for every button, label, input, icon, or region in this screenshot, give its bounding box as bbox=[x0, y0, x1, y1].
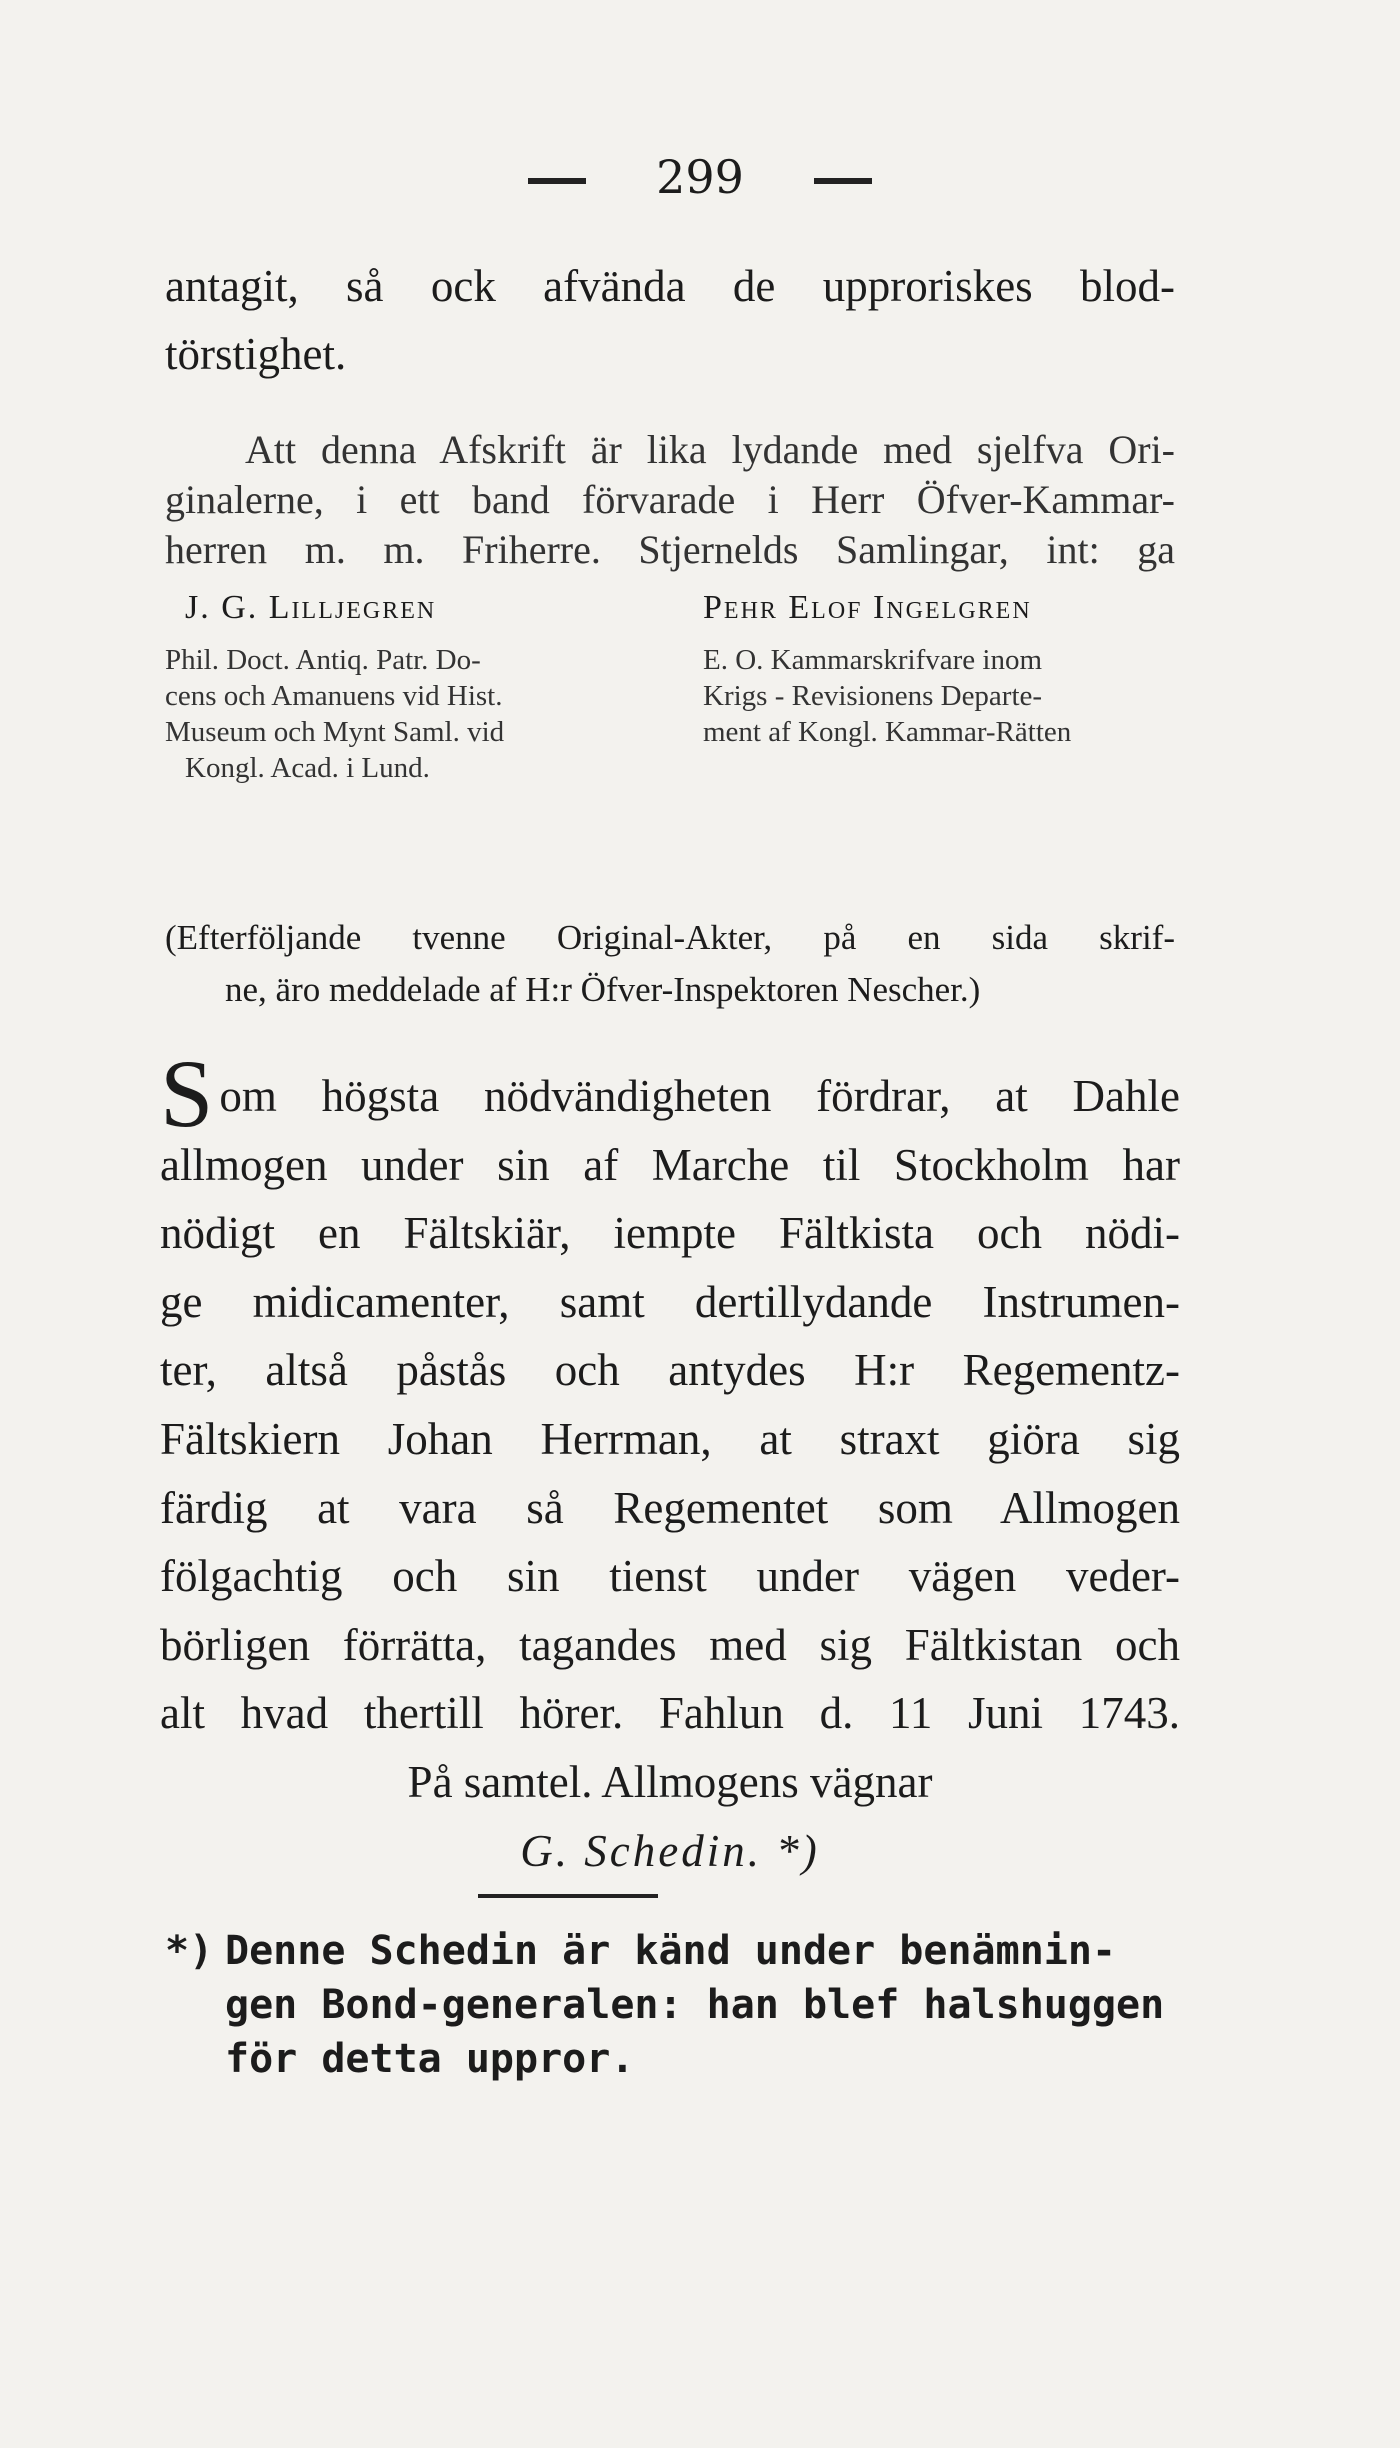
text-line: alt hvad thertill hörer. Fahlun d. 11 Juni 1743. bbox=[160, 1688, 1180, 1739]
editor-note bbox=[165, 912, 1175, 1016]
text-line: ge midicamenter, samt dertillydande Instrumen- bbox=[160, 1276, 1180, 1327]
text-line: färdig at vara så Regementet som Allmogen bbox=[160, 1482, 1180, 1533]
text-line: nödigt en Fältskiär, iempte Fältkista och nödi- bbox=[160, 1208, 1180, 1259]
signatory-name: Pehr Elof Ingelgren bbox=[703, 589, 1032, 626]
drop-cap: S bbox=[160, 1040, 214, 1147]
text-line: Fältskiern Johan Herrman, at straxt giöra sig bbox=[160, 1413, 1180, 1464]
text-line: börligen förrätta, tagandes med sig Fältkistan och bbox=[160, 1619, 1180, 1670]
page-header bbox=[0, 150, 1400, 204]
footnote bbox=[165, 1924, 1175, 2086]
text-line: allmogen under sin af Marche til Stockholm har bbox=[160, 1139, 1180, 1190]
document-body bbox=[160, 1040, 1180, 1885]
page-number: 299 bbox=[656, 150, 744, 204]
signatory-title-line: E. O. Kammarskrifvare inom bbox=[703, 644, 1043, 676]
text-line: antagit, så ock afvända de upproriskes blod- bbox=[165, 261, 1175, 311]
signatory-title-line: Kongl. Acad. i Lund. bbox=[185, 752, 430, 784]
text-line: herren m. m. Friherre. Stjernelds Samlingar, int: ga bbox=[165, 527, 1175, 572]
footnote-mark: *) bbox=[165, 1928, 214, 1974]
footnote-line: Denne Schedin är känd under benämnin- bbox=[225, 1928, 1117, 1974]
text-line: fölgachtig och sin tienst under vägen veder- bbox=[160, 1551, 1180, 1602]
text-line: Som högsta nödvändigheten fördrar, at Dahle bbox=[160, 1040, 1180, 1147]
document-signature: G. Schedin. *) bbox=[520, 1825, 820, 1876]
signatory-title-line: Museum och Mynt Saml. vid bbox=[165, 716, 505, 748]
footnote-line: gen Bond-generalen: han blef halshuggen bbox=[225, 1982, 1165, 2028]
text-line: ter, altså påstås och antydes H:r Regementz- bbox=[160, 1345, 1180, 1396]
text-line: törstighet. bbox=[165, 329, 347, 379]
signatory-title-line: ment af Kongl. Kammar-Rätten bbox=[703, 716, 1072, 748]
text-line: ginalerne, i ett band förvarade i Herr Öfver-Kammar- bbox=[165, 477, 1175, 522]
signature-left bbox=[165, 588, 635, 786]
text-line: Att denna Afskrift är lika lydande med sjelfva Ori- bbox=[245, 427, 1175, 472]
header-dash-right bbox=[814, 178, 872, 184]
closing-line: På samtel. Allmogens vägnar bbox=[407, 1756, 933, 1807]
text-line: (Efterföljande tvenne Original-Akter, på en sida skrif- bbox=[165, 918, 1175, 957]
signature-right bbox=[703, 588, 1173, 750]
header-dash-left bbox=[528, 178, 586, 184]
attestation-paragraph bbox=[165, 425, 1175, 575]
signatory-title-line: Krigs - Revisionens Departe- bbox=[703, 680, 1043, 712]
signatory-title-line: cens och Amanuens vid Hist. bbox=[165, 680, 503, 712]
signatory-title-line: Phil. Doct. Antiq. Patr. Do- bbox=[165, 644, 481, 676]
footnote-rule bbox=[478, 1894, 658, 1898]
text-line: ne, äro meddelade af H:r Öfver-Inspektoren Nescher.) bbox=[225, 970, 981, 1009]
signatory-name: J. G. Lilljegren bbox=[185, 589, 437, 626]
footnote-line: för detta uppror. bbox=[225, 2036, 635, 2082]
paragraph-continuation bbox=[165, 252, 1175, 388]
